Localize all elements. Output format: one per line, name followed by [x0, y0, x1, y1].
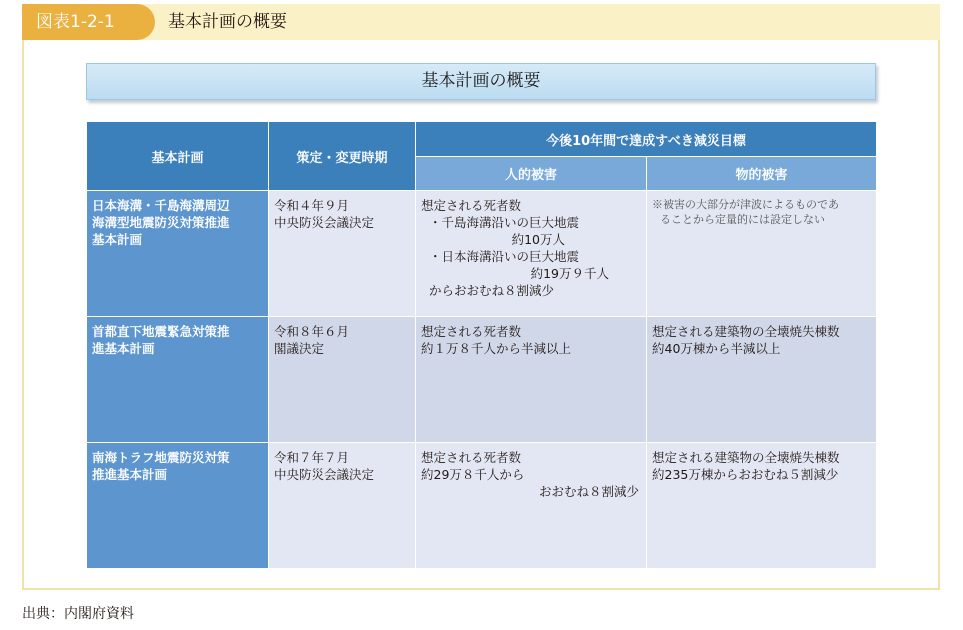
human-damage-line: 想定される死者数: [421, 324, 522, 339]
figure-title: 基本計画の概要: [168, 12, 287, 32]
plan-name-line: 首都直下地震緊急対策推: [92, 324, 230, 339]
header-property-damage: 物的被害: [647, 157, 877, 191]
timing-cell: [269, 317, 416, 443]
plan-name-line: 南海トラフ地震防災対策: [92, 450, 230, 465]
header-goal: 今後10年間で達成すべき減災目標: [416, 122, 877, 157]
plan-name-cell: [87, 317, 269, 443]
table-banner-title: 基本計画の概要: [86, 63, 876, 100]
property-damage-line: 想定される建築物の全壊焼失棟数: [652, 450, 840, 465]
property-damage-line: 約235万棟からおおむね５割減少: [652, 467, 839, 482]
human-damage-line: 約29万８千人から: [421, 467, 525, 482]
timing-decision: 中央防災会議決定: [274, 467, 375, 482]
property-damage-cell: [647, 317, 877, 443]
table-row: [87, 317, 877, 443]
human-damage-line: 想定される死者数: [421, 450, 522, 465]
plan-name-line: 推進基本計画: [92, 467, 168, 482]
property-damage-line: 想定される建築物の全壊焼失棟数: [652, 324, 840, 339]
property-damage-note: ※被害の大部分が津波によるものであ: [652, 198, 839, 211]
timing-cell: [269, 443, 416, 569]
human-damage-line: 約１万８千人から半減以上: [421, 341, 572, 356]
human-damage-line: 想定される死者数: [421, 198, 522, 213]
plan-name-cell: [87, 443, 269, 569]
header-plan: 基本計画: [87, 122, 269, 191]
table-row: [87, 191, 877, 317]
header-human-damage: 人的被害: [416, 157, 647, 191]
timing-date: 令和７年７月: [274, 450, 350, 465]
human-damage-cell: [416, 317, 647, 443]
plan-overview-table: [86, 121, 877, 569]
timing-decision: 中央防災会議決定: [274, 215, 375, 230]
property-damage-cell: [647, 443, 877, 569]
source-note: 出典：内閣府資料: [22, 606, 134, 622]
human-damage-line: おおむね８割減少: [538, 484, 639, 499]
human-damage-cell: [416, 191, 647, 317]
plan-name-line: 進基本計画: [92, 341, 155, 356]
header-timing: 策定・変更時期: [269, 122, 416, 191]
header-row-top: [87, 122, 877, 157]
human-damage-line: ・千島海溝沿いの巨大地震: [429, 215, 580, 230]
timing-date: 令和４年９月: [274, 198, 350, 213]
human-damage-line: 約10万人: [511, 232, 565, 247]
human-damage-line: からおおむね８割減少: [429, 283, 555, 298]
timing-cell: [269, 191, 416, 317]
human-damage-line: ・日本海溝沿いの巨大地震: [429, 249, 580, 264]
plan-name-line: 日本海溝・千島海溝周辺: [92, 198, 230, 213]
figure-number-tag: 図表1-2-1: [22, 4, 155, 40]
timing-decision: 閣議決定: [274, 341, 325, 356]
table-row: [87, 443, 877, 569]
title-bar: [22, 4, 940, 40]
plan-name-line: 海溝型地震防災対策推進: [92, 215, 230, 230]
plan-name-line: 基本計画: [92, 232, 143, 247]
human-damage-line: 約19万９千人: [530, 266, 609, 281]
plan-name-cell: [87, 191, 269, 317]
property-damage-line: 約40万棟から半減以上: [652, 341, 781, 356]
property-damage-note: ることから定量的には設定しない: [660, 213, 825, 226]
property-damage-cell: [647, 191, 877, 317]
human-damage-cell: [416, 443, 647, 569]
timing-date: 令和８年６月: [274, 324, 350, 339]
